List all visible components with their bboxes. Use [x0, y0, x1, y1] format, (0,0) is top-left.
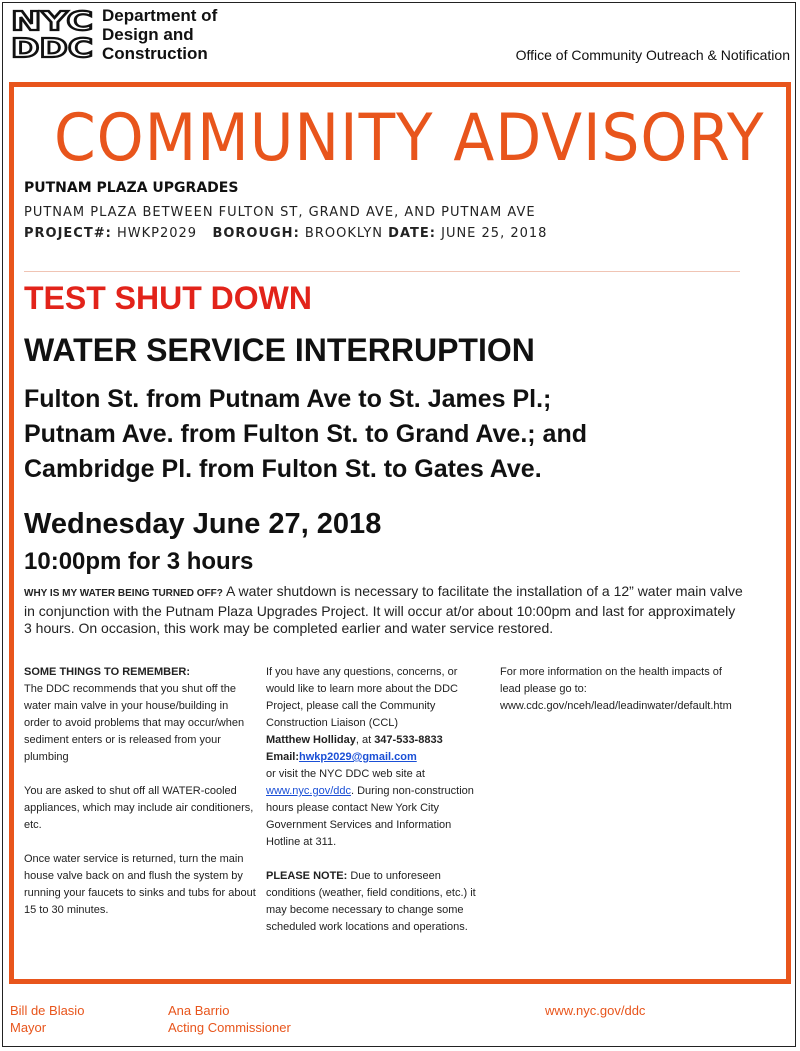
note-label: PLEASE NOTE:	[266, 870, 348, 882]
logo-line-nyc: NYC	[11, 7, 93, 37]
reminders-column	[24, 664, 256, 936]
why-answer: A water shutdown is necessary to facilitate the installation of a 12” water main valve in conjunction with the Putnam Plaza Upgrades Project. It will occur at/or about 10:00pm and last for approximately 3 hours. On occasion, this work may be completed earlier and water service restored.	[24, 583, 743, 636]
advisory-title: COMMUNITY ADVISORY	[54, 101, 765, 176]
contact-line	[266, 732, 488, 749]
email-line	[266, 749, 488, 766]
reminders-heading: SOME THINGS TO REMEMBER:	[24, 666, 191, 678]
borough-label: BOROUGH:	[212, 226, 300, 241]
street-line: Putnam Ave. from Fulton St. to Grand Ave.; and	[24, 420, 587, 448]
note-text: Due to unforeseen conditions (weather, field conditions, etc.) it may become necessary to change some scheduled work locations and operations.	[266, 870, 476, 933]
dept-line: Design and	[102, 25, 194, 44]
date-label: DATE:	[388, 226, 436, 241]
dept-line: Construction	[102, 44, 208, 63]
project-label: PROJECT#:	[24, 226, 112, 241]
office-name: Office of Community Outreach & Notification	[515, 47, 790, 63]
footer-commissioner	[168, 1002, 291, 1036]
reminder-text: The DDC recommends that you shut off the water main valve in your house/building in order to avoid problems that may occur/when sediment enters or is released from your plumbing	[24, 683, 245, 763]
service-heading: WATER SERVICE INTERRUPTION	[24, 332, 535, 368]
why-paragraph	[24, 583, 744, 638]
affected-streets	[24, 382, 587, 487]
shutdown-date: Wednesday June 27, 2018	[24, 508, 382, 540]
contact-column	[266, 664, 488, 953]
mayor-title: Mayor	[10, 1020, 47, 1035]
logo-line-ddc: DDC	[11, 34, 93, 60]
visit-text: or visit the NYC DDC web site at	[266, 768, 425, 780]
reminder-text: Once water service is returned, turn the main house valve back on and flush the system by running your faucets to sinks and tubs for about 15 to 30 minutes.	[24, 853, 256, 916]
borough-value: BROOKLYN	[304, 226, 384, 241]
lead-info-column	[500, 664, 732, 715]
section-divider	[24, 271, 740, 272]
project-location: PUTNAM PLAZA BETWEEN FULTON ST, GRAND AVE, AND PUTNAM AVE	[24, 205, 536, 220]
department-name	[102, 6, 217, 63]
street-line: Cambridge Pl. from Fulton St. to Gates Ave.	[24, 455, 542, 483]
website-link[interactable]: www.nyc.gov/ddc	[266, 785, 351, 797]
reminder-text: You are asked to shut off all WATER-cooled appliances, which may include air conditioners, etc.	[24, 785, 254, 831]
footer-mayor	[10, 1002, 84, 1036]
why-question: WHY IS MY WATER BEING TURNED OFF?	[24, 588, 223, 599]
project-name: PUTNAM PLAZA UPGRADES	[24, 180, 239, 196]
alert-heading: TEST SHUT DOWN	[24, 280, 312, 316]
commissioner-title: Acting Commissioner	[168, 1020, 291, 1035]
footer-website[interactable]	[545, 1002, 645, 1019]
after-hours-text: . During non-construction hours please contact New York City Government Services and Information Hotline at 311.	[266, 785, 474, 848]
email-link[interactable]: hwkp2029@gmail.com	[299, 751, 417, 763]
dept-line: Department of	[102, 6, 218, 25]
contact-phone: 347-533-8833	[374, 734, 443, 746]
email-label: Email:	[266, 751, 300, 763]
mayor-name: Bill de Blasio	[10, 1003, 85, 1018]
commissioner-name: Ana Barrio	[168, 1003, 230, 1018]
date-value: JUNE 25, 2018	[441, 226, 548, 241]
please-note	[266, 868, 488, 936]
nyc-ddc-logo	[10, 6, 96, 60]
footer-website-link[interactable]: www.nyc.gov/ddc	[545, 1003, 646, 1018]
street-line: Fulton St. from Putnam Ave to St. James Pl.;	[24, 385, 552, 413]
contact-name: Matthew Holliday	[266, 734, 356, 746]
shutdown-time: 10:00pm for 3 hours	[24, 548, 254, 575]
contact-separator: , at	[355, 734, 375, 746]
lead-info-text: For more information on the health impacts of lead please go to: www.cdc.gov/nceh/lead/leadinwater/default.htm	[500, 666, 732, 712]
project-number: HWKP2029	[116, 226, 198, 241]
project-meta	[24, 226, 547, 241]
contact-intro: If you have any questions, concerns, or would like to learn more about the DDC Project, please call the Community Construction Liaison (CCL)	[266, 666, 458, 729]
